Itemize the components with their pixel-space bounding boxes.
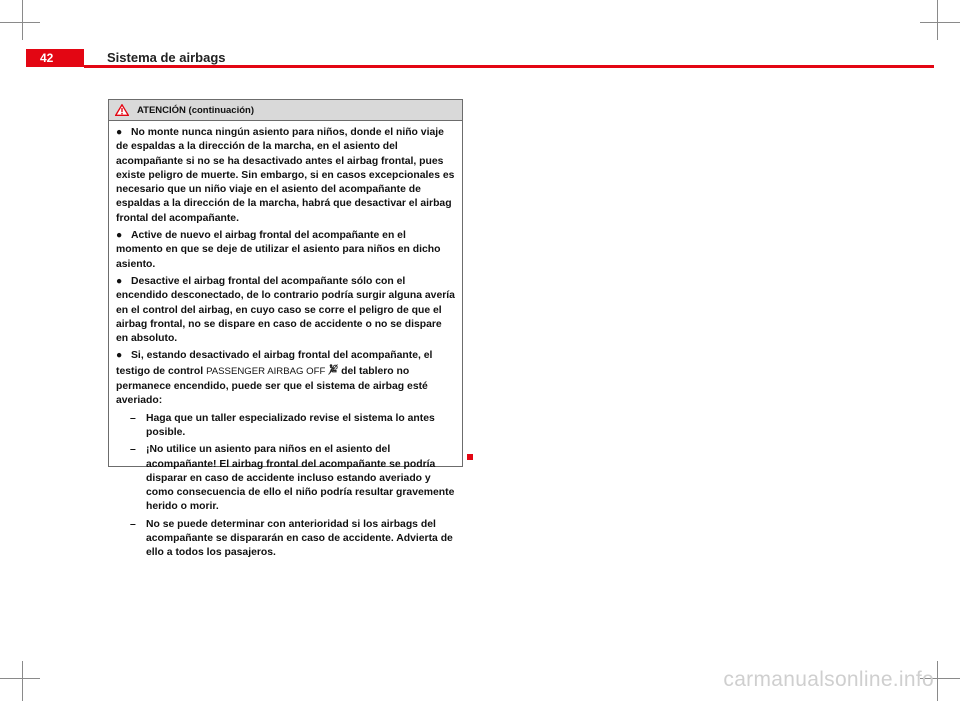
warning-bullet xyxy=(116,349,455,408)
warning-title: ATENCIÓN (continuación) xyxy=(137,104,254,116)
bullet-icon: ● xyxy=(116,350,123,362)
header-rule xyxy=(84,65,934,68)
warning-bullet xyxy=(116,275,455,346)
warning-dash-item xyxy=(116,412,455,441)
dash-icon: – xyxy=(130,518,136,530)
warning-box xyxy=(108,99,463,559)
page-number: 42 xyxy=(26,49,84,67)
airbag-off-icon xyxy=(328,364,338,380)
warning-header xyxy=(109,100,462,121)
bullet-icon: ● xyxy=(116,230,123,242)
bullet-text: Si, estando desactivado el airbag frontal del acompañante, el testigo de control xyxy=(116,350,433,377)
dash-text: ¡No utilice un asiento para niños en el asiento del acompañante! El airbag frontal del acompañante se podría disparar en caso de accidente incluso estando averiado y como consecuencia de ello el niño podría resultar gravemente herido o morir. xyxy=(146,444,455,513)
bullet-text: del tablero no permanece encendido, puede ser que el sistema de airbag esté averiado: xyxy=(116,365,428,407)
dash-text: Haga que un taller especializado revise el sistema lo antes posible. xyxy=(146,412,435,438)
bullet-text: No monte nunca ningún asiento para niños, donde el niño viaje de espaldas a la dirección de la marcha, en el asiento del acompañante si no se ha desactivado antes el airbag frontal, pues existe peligro de muerte. Sin embargo, si en casos excepcionales es necesario que un niño viaje en el asiento del acompañante de espaldas a la dirección de la marcha, habrá que desactivar el airbag frontal del acompañante. xyxy=(116,127,455,224)
control-lamp-label: PASSENGER AIRBAG OFF xyxy=(206,365,326,377)
bullet-text: Active de nuevo el airbag frontal del acompañante en el momento en que se deje de utilizar el asiento para niños en dicho asiento. xyxy=(116,230,441,270)
section-end-marker xyxy=(467,454,473,460)
section-title: Sistema de airbags xyxy=(107,50,226,65)
warning-dash-item xyxy=(116,443,455,514)
warning-dash-item xyxy=(116,518,455,561)
bullet-icon: ● xyxy=(116,275,123,287)
crop-mark xyxy=(920,22,960,23)
bullet-text: Desactive el airbag frontal del acompañante sólo con el encendido desconectado, de lo contrario podría surgir alguna avería en el control del airbag, en cuyo caso se corre el peligro de que el airbag frontal, no se dispare en caso de accidente o no se dispare en absoluto. xyxy=(116,275,455,345)
warning-body xyxy=(109,121,462,561)
warning-triangle-icon xyxy=(115,104,129,116)
crop-mark xyxy=(937,661,938,701)
warning-bullet xyxy=(116,126,455,226)
crop-mark xyxy=(22,661,23,701)
watermark: carmanualsonline.info xyxy=(723,668,934,691)
dash-text: No se puede determinar con anterioridad si los airbags del acompañante se dispararán en caso de accidente. Advierta de ello a todos los pasajeros. xyxy=(146,518,453,559)
crop-mark xyxy=(22,0,23,40)
crop-mark xyxy=(937,0,938,40)
crop-mark xyxy=(0,678,40,679)
crop-mark xyxy=(0,22,40,23)
warning-bullet xyxy=(116,229,455,272)
dash-icon: – xyxy=(130,412,136,424)
dash-icon: – xyxy=(130,444,136,456)
bullet-icon: ● xyxy=(116,127,123,138)
